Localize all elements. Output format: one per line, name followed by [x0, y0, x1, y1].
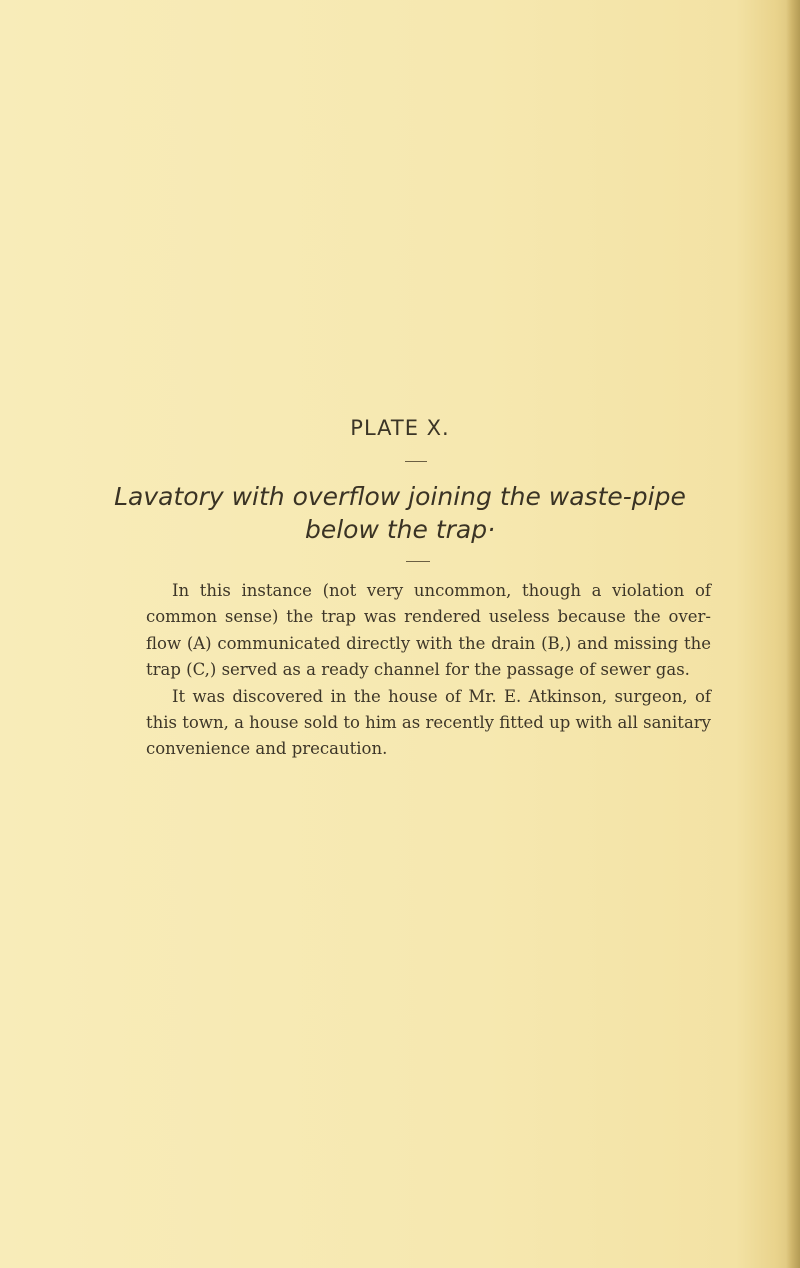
page-edge — [786, 0, 800, 1268]
body-text — [146, 578, 711, 763]
paragraph-discovery: It was discovered in the house of Mr. E. Atkinson, surgeon, of this town, a house sold to him as recently fitted up with all sanitary convenience and precaution. — [146, 686, 711, 759]
divider-rule-top — [405, 461, 427, 462]
heading-line-1: Lavatory with overflow joining the waste-pipe — [114, 482, 686, 511]
heading-line-2: below the trap· — [304, 515, 496, 544]
paragraph-description: In this instance (not very uncommon, though a violation of common sense) the trap was rendered useless because the over-flow (A) communicated directly with the drain (B,) and missing the trap (C,) served as a ready channel for the passage of sewer gas. — [146, 581, 711, 680]
divider-rule-bottom — [406, 561, 430, 562]
plate-title: PLATE X. — [350, 416, 450, 440]
plate-heading — [0, 480, 800, 546]
